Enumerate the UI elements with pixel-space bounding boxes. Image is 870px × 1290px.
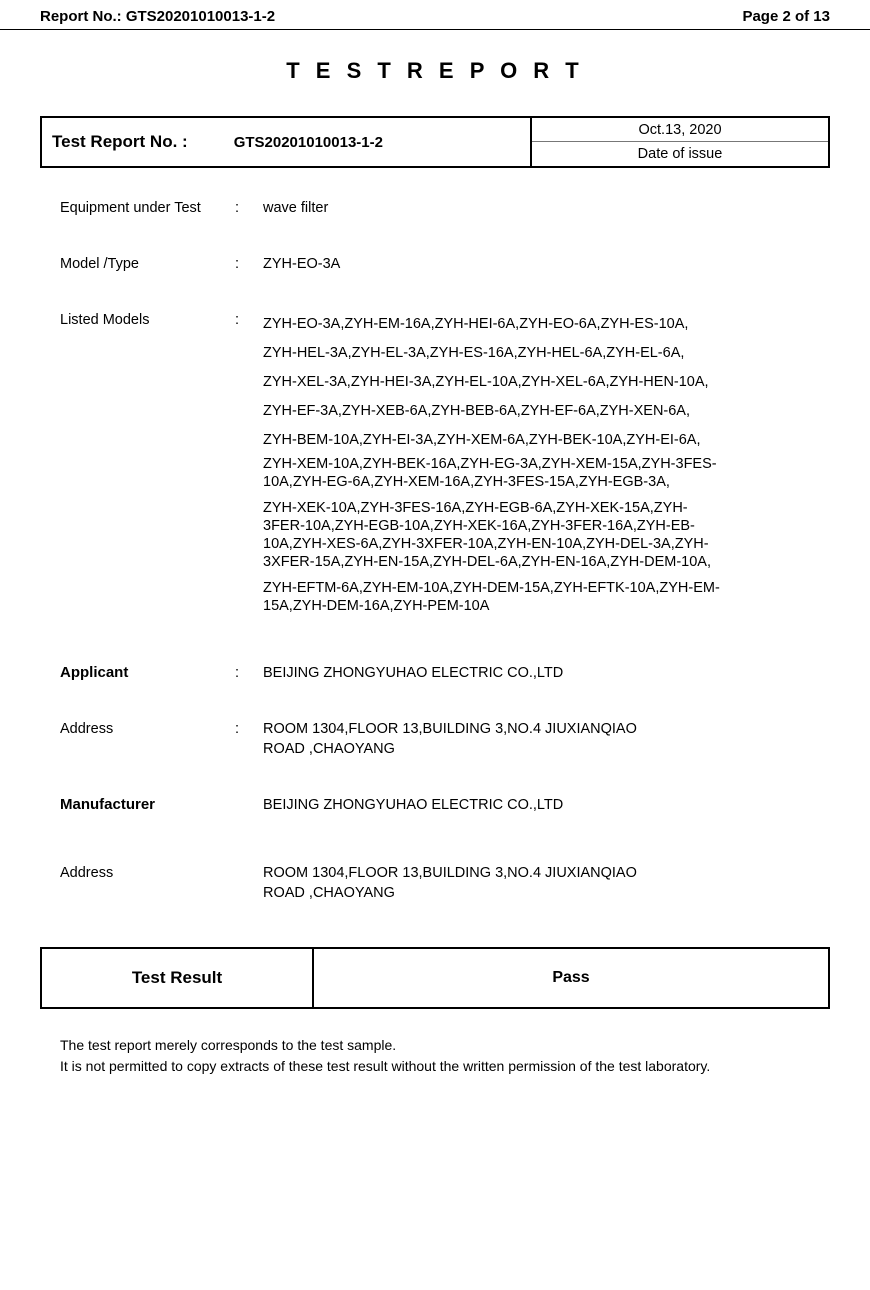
header-report-no: Report No.: GTS20201010013-1-2 [40, 8, 276, 25]
test-result-value: Pass [552, 969, 590, 986]
field-row-applicant-address [40, 719, 830, 759]
header-page-indicator: Page 2 of 13 [742, 8, 830, 25]
listed-models-line: 10A,ZYH-XES-6A,ZYH-3XFER-10A,ZYH-EN-10A,ZYH-DEL-3A,ZYH- [263, 536, 709, 552]
field-colon-applicant: : [235, 665, 240, 681]
spacer [40, 701, 830, 719]
address-line: ROAD ,CHAOYANG [263, 885, 395, 901]
field-row-eut [40, 198, 830, 218]
spacer [40, 292, 830, 310]
field-label-listed-models: Listed Models [60, 312, 150, 328]
field-label-eut [40, 198, 235, 218]
field-value-manufacturer-address [263, 863, 830, 903]
report-number-value: GTS20201010013-1-2 [233, 133, 383, 151]
listed-models-line: ZYH-EFTM-6A,ZYH-EM-10A,ZYH-DEM-15A,ZYH-EFTK-10A,ZYH-EM- [263, 580, 720, 596]
listed-models-block-4 [263, 579, 830, 615]
listed-models-line: ZYH-XEL-3A,ZYH-HEI-3A,ZYH-EL-10A,ZYH-XEL-6A,ZYH-HEN-10A, [263, 374, 709, 390]
listed-models-line: 10A,ZYH-EG-6A,ZYH-XEM-16A,ZYH-3FES-15A,ZYH-EGB-3A, [263, 474, 670, 490]
listed-models-line: ZYH-XEK-10A,ZYH-3FES-16A,ZYH-EGB-6A,ZYH-XEK-15A,ZYH- [263, 500, 688, 516]
field-label-applicant: Applicant [60, 664, 129, 681]
field-row-manufacturer-address [40, 863, 830, 903]
field-row-model [40, 254, 830, 274]
page-header [0, 0, 870, 25]
footnote-line-2: It is not permitted to copy extracts of these test result without the written permission of the test laboratory. [60, 1058, 711, 1074]
issue-date-cell [532, 118, 828, 166]
field-label-model: Model /Type [60, 256, 139, 272]
field-label-manufacturer-address: Address [60, 865, 114, 881]
report-number-cell [42, 118, 532, 166]
spacer [40, 236, 830, 254]
listed-models-line: ZYH-BEM-10A,ZYH-EI-3A,ZYH-XEM-6A,ZYH-BEK-10A,ZYH-EI-6A, [263, 432, 701, 448]
issue-date-label: Date of issue [637, 146, 723, 162]
address-line: ROAD ,CHAOYANG [263, 741, 395, 757]
listed-models-line: ZYH-XEM-10A,ZYH-BEK-16A,ZYH-EG-3A,ZYH-XEM-15A,ZYH-3FES- [263, 456, 717, 472]
listed-models-line: 3XFER-15A,ZYH-EN-15A,ZYH-DEL-6A,ZYH-EN-16A,ZYH-DEM-10A, [263, 554, 711, 570]
field-row-listed-models [40, 310, 830, 615]
listed-models-line: ZYH-EO-3A,ZYH-EM-16A,ZYH-HEI-6A,ZYH-EO-6A,ZYH-ES-10A, [263, 316, 689, 332]
field-colon-listed-models: : [235, 312, 240, 328]
field-colon-eut: : [235, 200, 240, 216]
report-number-label: Test Report No. : [52, 132, 188, 151]
field-label-eut-line2: Test [174, 200, 201, 216]
field-value-applicant-address [263, 719, 830, 759]
field-colon-model: : [235, 256, 240, 272]
test-result-label: Test Result [42, 949, 314, 1007]
address-line: ROOM 1304,FLOOR 13,BUILDING 3,NO.4 JIUXIANQIAO [263, 721, 637, 737]
field-list [0, 198, 870, 903]
header-divider [0, 29, 870, 30]
report-number-box [40, 116, 830, 168]
listed-models-line: 3FER-10A,ZYH-EGB-10A,ZYH-XEK-16A,ZYH-3FER-16A,ZYH-EB- [263, 518, 695, 534]
listed-models-line: ZYH-HEL-3A,ZYH-EL-3A,ZYH-ES-16A,ZYH-HEL-6A,ZYH-EL-6A, [263, 345, 685, 361]
field-value-eut: wave filter [263, 200, 329, 216]
listed-models-block-3 [263, 499, 830, 571]
field-row-manufacturer [40, 795, 830, 815]
field-colon-applicant-address: : [235, 721, 240, 737]
field-label-eut-line1: Equipment under [60, 200, 171, 216]
field-value-manufacturer: BEIJING ZHONGYUHAO ELECTRIC CO.,LTD [263, 797, 564, 813]
footnotes [40, 1035, 830, 1077]
spacer [40, 777, 830, 795]
field-value-model: ZYH-EO-3A [263, 256, 341, 272]
field-row-applicant [40, 663, 830, 683]
field-label-applicant-address: Address [60, 721, 114, 737]
field-value-listed-models [263, 310, 830, 615]
footnote-line-1: The test report merely corresponds to the test sample. [60, 1037, 397, 1053]
test-result-box [40, 947, 830, 1009]
address-line: ROOM 1304,FLOOR 13,BUILDING 3,NO.4 JIUXIANQIAO [263, 865, 637, 881]
spacer [40, 633, 830, 663]
field-value-applicant: BEIJING ZHONGYUHAO ELECTRIC CO.,LTD [263, 665, 564, 681]
page-title: T E S T R E P O R T [286, 58, 584, 83]
spacer [40, 833, 830, 863]
listed-models-line: 15A,ZYH-DEM-16A,ZYH-PEM-10A [263, 598, 490, 614]
issue-date-value: Oct.13, 2020 [532, 118, 828, 142]
field-label-manufacturer: Manufacturer [60, 796, 156, 813]
listed-models-block-2 [263, 455, 830, 491]
listed-models-line: ZYH-EF-3A,ZYH-XEB-6A,ZYH-BEB-6A,ZYH-EF-6A,ZYH-XEN-6A, [263, 403, 691, 419]
